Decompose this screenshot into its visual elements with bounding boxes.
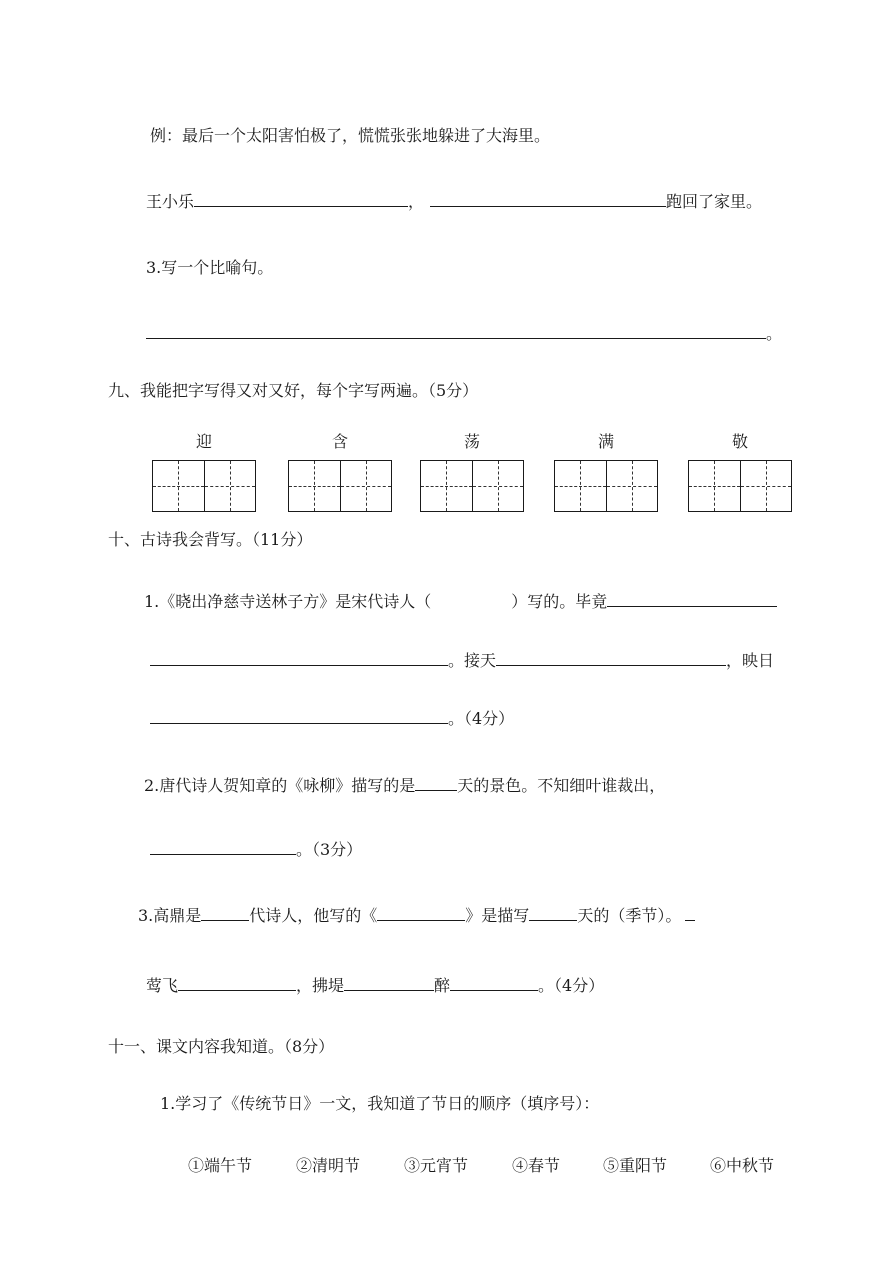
answer-blank[interactable] <box>496 651 726 666</box>
poem-q3-line2 <box>146 976 604 996</box>
practice-char: 敬 <box>731 432 748 451</box>
simile-answer-line <box>146 324 782 344</box>
festival-option-5: ⑤重阳节 <box>603 1156 668 1175</box>
tianzige-box[interactable] <box>688 460 792 512</box>
poem-q1-text: ，映日 <box>726 651 775 670</box>
poem-q2-text: 2.唐代诗人贺知章的《咏柳》描写的是 <box>144 776 416 795</box>
poem-q1-text: 1.《晓出净慈寺送林子方》是宋代诗人（ <box>144 592 432 611</box>
answer-blank[interactable] <box>344 976 434 991</box>
poem-q3-text: 。（4分） <box>538 976 605 995</box>
comma: ， <box>408 192 425 211</box>
rewrite-subject: 王小乐 <box>146 192 195 211</box>
poem-q3-line1 <box>138 906 695 926</box>
tianzige-box[interactable] <box>420 460 524 512</box>
answer-blank[interactable] <box>150 651 448 666</box>
example-sentence: 例：最后一个太阳害怕极了，慌慌张张地躲进了大海里。 <box>150 126 551 145</box>
poem-q2-text: 。（3分） <box>296 840 363 859</box>
festival-option-1: ①端午节 <box>188 1156 253 1175</box>
poem-q3-text: 代诗人，他写的《 <box>249 906 378 925</box>
answer-blank[interactable] <box>201 906 249 921</box>
poem-q2-line1 <box>144 776 665 796</box>
answer-blank[interactable] <box>377 906 465 921</box>
poem-q3-text: 3.高鼎是 <box>138 906 202 925</box>
poem-q3-text: 天的（季节）。 <box>577 906 682 925</box>
section-11-heading: 十一、课文内容我知道。（8分） <box>108 1037 335 1056</box>
answer-blank[interactable] <box>415 776 457 791</box>
festival-option-4: ④春节 <box>512 1156 561 1175</box>
practice-char: 荡 <box>463 432 480 451</box>
poem-q3-text: 莺飞 <box>146 976 179 995</box>
rewrite-ending: 跑回了家里。 <box>666 192 763 211</box>
answer-blank[interactable] <box>607 592 777 607</box>
answer-blank[interactable] <box>450 976 538 991</box>
festival-question: 1.学习了《传统节日》一文，我知道了节日的顺序（填序号）： <box>160 1094 600 1113</box>
poem-q1-text: 。（4分） <box>448 709 515 728</box>
question-simile: 3.写一个比喻句。 <box>146 258 274 277</box>
poem-q1-text: 。接天 <box>448 651 497 670</box>
festival-option-3: ③元宵节 <box>404 1156 469 1175</box>
poem-q3-text: ，拂堤 <box>296 976 345 995</box>
poem-q3-text: 醉 <box>434 976 451 995</box>
tianzige-box[interactable] <box>554 460 658 512</box>
poem-q1-line2 <box>150 651 774 671</box>
festival-option-6: ⑥中秋节 <box>710 1156 775 1175</box>
poem-q1-line1 <box>144 592 777 612</box>
answer-blank[interactable] <box>150 709 448 724</box>
poem-q2-line2 <box>150 840 362 860</box>
answer-blank[interactable] <box>430 192 666 207</box>
answer-blank[interactable] <box>529 906 577 921</box>
tianzige-box[interactable] <box>152 460 256 512</box>
answer-blank[interactable] <box>178 976 296 991</box>
practice-char: 满 <box>597 432 614 451</box>
rewrite-line <box>146 192 762 212</box>
section-9-heading: 九、我能把字写得又对又好，每个字写两遍。（5分） <box>108 381 479 400</box>
practice-char: 含 <box>331 432 348 451</box>
poem-q1-text: ）写的。毕竟 <box>511 592 608 611</box>
poem-q1-line3 <box>150 709 514 729</box>
answer-blank[interactable] <box>685 906 695 921</box>
answer-blank[interactable] <box>194 192 408 207</box>
festival-option-2: ②清明节 <box>296 1156 361 1175</box>
practice-char: 迎 <box>195 432 212 451</box>
period: 。 <box>766 324 783 343</box>
poem-q2-text: 天的景色。不知细叶谁裁出， <box>457 776 666 795</box>
section-10-heading: 十、古诗我会背写。（11分） <box>108 530 313 549</box>
answer-blank[interactable] <box>146 324 766 339</box>
tianzige-box[interactable] <box>288 460 392 512</box>
answer-blank[interactable] <box>150 840 296 855</box>
poem-q3-text: 》是描写 <box>465 906 530 925</box>
